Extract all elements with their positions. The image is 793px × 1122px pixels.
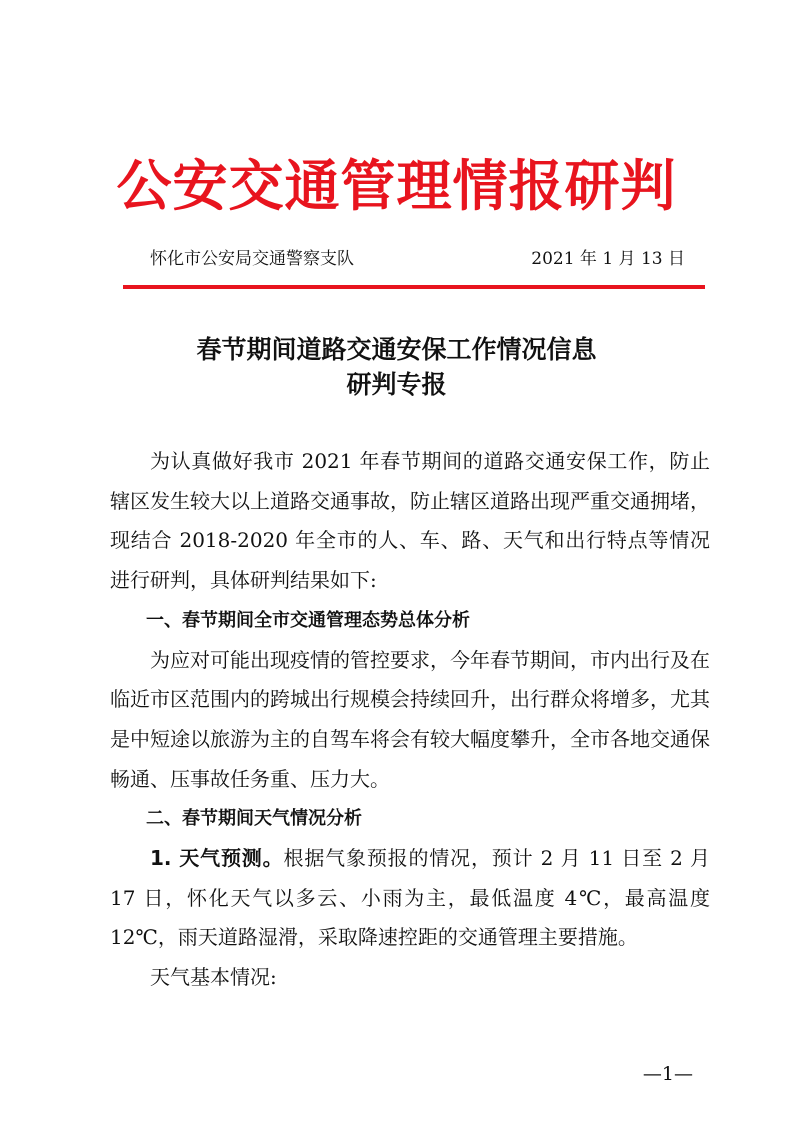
intro-paragraph: 为认真做好我市 2021 年春节期间的道路交通安保工作，防止辖区发生较大以上道路交通事故，防止辖区道路出现严重交通拥堵，现结合 2018-2020 年全市的人、车、路、天气和出行特点等情况进行研判，具体研判结果如下: (110, 449, 710, 593)
document-body (110, 442, 710, 998)
weather-paragraph (110, 839, 710, 958)
document-title-line1: 春节期间道路交通安保工作情况信息 (196, 335, 597, 364)
weather-lead: 1. 天气预测。 (150, 846, 284, 871)
weather-basic-label: 天气基本情况: (150, 965, 277, 990)
section1-heading: 一、春节期间全市交通管理态势总体分析 (146, 609, 470, 631)
masthead: 公安交通管理情报研判 (116, 154, 677, 218)
red-divider (123, 285, 705, 289)
weather-text: 根据气象预报的情况，预计 2 月 11 日至 2 月 17 日，怀化天气以多云、小雨为主，最低温度 4℃，最高温度 12℃，雨天道路湿滑，采取降速控距的交通管理主要措施。 (110, 846, 711, 950)
section1-paragraph: 为应对可能出现疫情的管控要求，今年春节期间，市内出行及在临近市区范围内的跨城出行规模会持续回升，出行群众将增多，尤其是中短途以旅游为主的自驾车将会有较大幅度攀升，全市各地交通保畅通、压事故任务重、压力大。 (110, 647, 710, 791)
document-title-line2: 研判专报 (346, 370, 447, 399)
page-number: —1— (642, 1063, 693, 1085)
section2-heading: 二、春节期间天气情况分析 (146, 808, 362, 830)
issue-date: 2021 年 1 月 13 日 (531, 249, 685, 269)
issuer-label: 怀化市公安局交通警察支队 (150, 249, 354, 269)
